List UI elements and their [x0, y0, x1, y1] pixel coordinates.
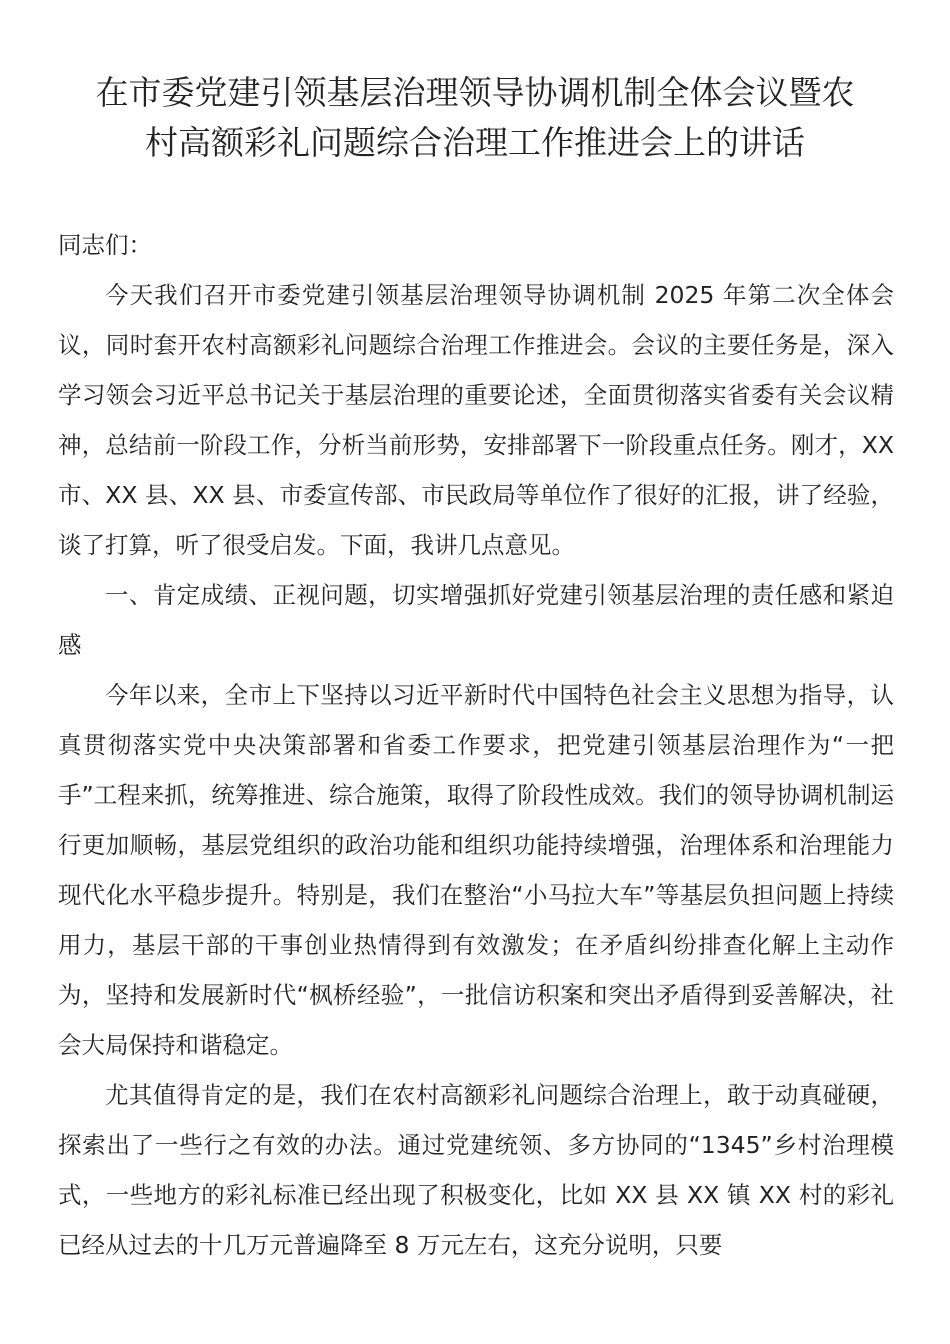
document-body	[58, 220, 894, 1270]
paragraph-bride-price: 尤其值得肯定的是，我们在农村高额彩礼问题综合治理上，敢于动真碰硬，探索出了一些行之有效的办法。通过党建统领、多方协同的“1345”乡村治理模式，一些地方的彩礼标准已经出现了积极变化，比如 XX 县 XX 镇 XX 村的彩礼已经从过去的十几万元普遍降至 8 万元左右，这充分说明，只要	[58, 1081, 894, 1259]
section-heading-1: 一、肯定成绩、正视问题，切实增强抓好党建引领基层治理的责任感和紧迫感	[58, 581, 894, 659]
paragraph-opening: 今天我们召开市委党建引领基层治理领导协调机制 2025 年第二次全体会议，同时套开农村高额彩礼问题综合治理工作推进会。会议的主要任务是，深入学习领会习近平总书记关于基层治理的重要论述，全面贯彻落实省委有关会议精神，总结前一阶段工作，分析当前形势，安排部署下一阶段重点任务。刚才，XX 市、XX 县、XX 县、市委宣传部、市民政局等单位作了很好的汇报，讲了经验，谈了打算，听了很受启发。下面，我讲几点意见。	[58, 281, 894, 559]
document-title	[40, 68, 910, 168]
paragraph-achievements: 今年以来，全市上下坚持以习近平新时代中国特色社会主义思想为指导，认真贯彻落实党中央决策部署和省委工作要求，把党建引领基层治理作为“一把手”工程来抓，统筹推进、综合施策，取得了阶段性成效。我们的领导协调机制运行更加顺畅，基层党组织的政治功能和组织功能持续增强，治理体系和治理能力现代化水平稳步提升。特别是，我们在整治“小马拉大车”等基层负担问题上持续用力，基层干部的干事创业热情得到有效激发；在矛盾纠纷排查化解上主动作为，坚持和发展新时代“枫桥经验”，一批信访积案和突出矛盾得到妥善解决，社会大局保持和谐稳定。	[58, 681, 894, 1059]
salutation: 同志们：	[58, 231, 152, 259]
title-line-1: 在市委党建引领基层治理领导协调机制全体会议暨农	[95, 73, 855, 112]
title-line-2: 村高额彩礼问题综合治理工作推进会上的讲话	[145, 123, 805, 162]
